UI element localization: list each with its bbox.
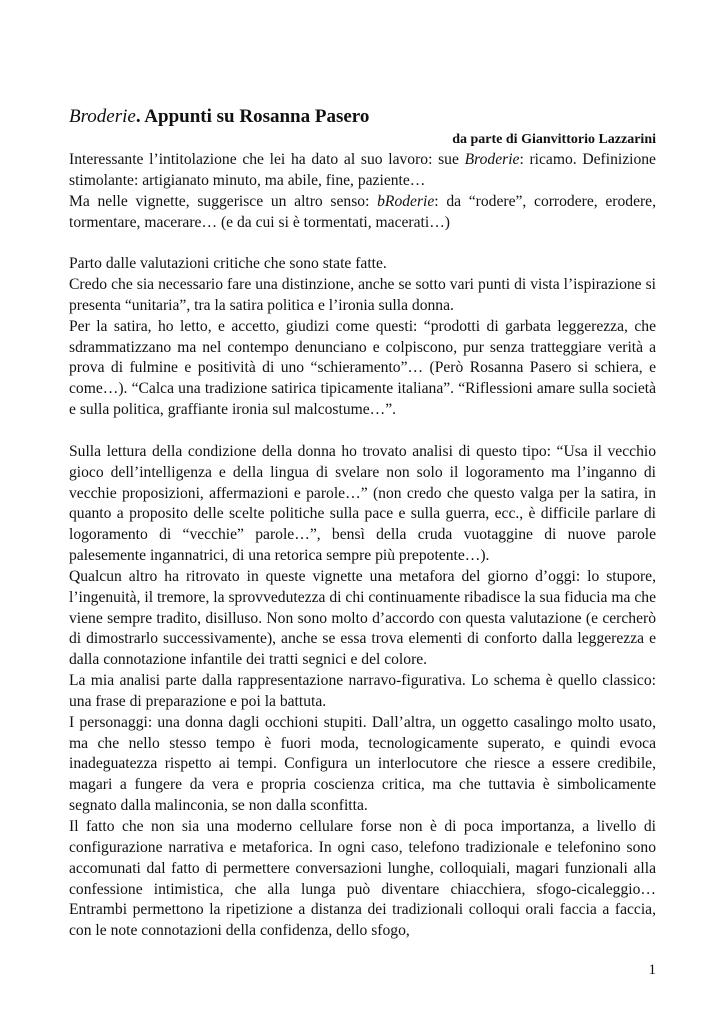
body-paragraph xyxy=(69,275,656,317)
author-line: da parte di Gianvittorio Lazzarini xyxy=(452,132,656,147)
body-paragraph xyxy=(69,713,656,817)
paragraph-text: Qualcun altro ha ritrovato in queste vignette una metafora del giorno d’oggi: lo stupore, l’ingenuità, il tremore, la sprovvedutezza di chi continuamente ribadisce la sua fiducia ma che viene sempre tradito, disilluso. Non sono molto d’accordo con questa valutazione (e cercherò di dimostrarlo successivamente), anche se essa trova elementi di conforto dalla leggerezza e dalla connotazione infantile dei tratti segnici e del colore. xyxy=(69,567,656,669)
italic-text: bRoderie xyxy=(377,192,435,210)
body-paragraph xyxy=(69,817,656,942)
paragraph-text: I personaggi: una donna dagli occhioni stupiti. Dall’altra, un oggetto casalingo molto usato, ma che nello stesso tempo è fuori moda, tecnologicamente superato, e quindi evoca inadeguatezza rispetto ai tempi. Configura un interlocutore che riesce a essere credibile, magari a fungere da vera e propria coscienza critica, ma che tuttavia è simbolicamente segnato dalla malinconia, se non dalla sconfitta. xyxy=(69,713,656,815)
title-italic: Broderie xyxy=(69,106,136,127)
body-paragraph xyxy=(69,442,656,567)
paragraph-text: Parto dalle valutazioni critiche che sono state fatte. xyxy=(69,255,387,273)
paragraph-text: Credo che sia necessario fare una distinzione, anche se sotto vari punti di vista l’ispirazione si presenta “unitaria”, tra la satira politica e l’ironia sulla donna. xyxy=(69,276,656,314)
body-paragraph xyxy=(69,254,656,275)
paragraph-text: Il fatto che non sia una moderno cellulare forse non è di poca importanza, a livello di configurazione narrativa e metaforica. In ogni caso, telefono tradizionale e telefonino sono accomunati dal fatto di permettere conversazioni lunghe, colloquiali, magari funzionali alla confessione intimistica, che alla lunga può diventare chiacchiera, sfogo-cicaleggio… Entrambi permettono la ripetizione a distanza dei tradizionali colloqui orali faccia a faccia, con le note connotazioni della confidenza, dello sfogo, xyxy=(69,818,656,940)
document-page xyxy=(69,104,656,942)
paragraph-text: La mia analisi parte dalla rappresentazione narravo-figurativa. Lo schema è quello classico: una frase di preparazione e poi la battuta. xyxy=(69,672,656,710)
paragraph-text: : da “rodere”, corrodere, erodere, tormentare, macerare… (e da cui si è tormentati, macerati…) xyxy=(69,192,656,231)
paragraph-text: Sulla lettura della condizione della donna ho trovato analisi di questo tipo: “Usa il vecchio gioco dell’intelligenza e della lingua di svelare non solo il logoramento ma l’inganno di vecchie proposizioni, affermazioni e parole…” (non credo che questo valga per la satira, in quanto a proposito delle scelte politiche sulla pace e sulla guerra, ecc., è difficile parlare di logoramento di “vecchie” parole…”, bensì della cruda vuotaggine di nuove parole palesemente ingannatrici, di una retorica sempre più prepotente…). xyxy=(69,442,656,565)
page-number: 1 xyxy=(648,962,656,978)
body-paragraph xyxy=(69,150,656,192)
paragraph-text: Per la satira, ho letto, e accetto, giudizi come questi: “prodotti di garbata leggerezza, che sdrammatizzano ma nel contempo denunciano e colpiscono, pur senza tratteggiare verità a prova di fulmine e positività di uno “schieramento”… (Però Rosanna Pasero si schiera, e come…). “Calca una tradizione satirica tipicamente italiana”. “Riflessioni amare sulla società e sulla politica, graffiante ironia sul malcostume…”. xyxy=(69,317,656,419)
body-paragraph xyxy=(69,192,656,234)
paragraph-spacer xyxy=(69,421,656,442)
paragraph-spacer xyxy=(69,233,656,254)
title-bold: . Appunti su Rosanna Pasero xyxy=(135,106,370,127)
document-title xyxy=(69,104,656,130)
paragraph-text: Ma nelle vignette, suggerisce un altro senso: xyxy=(69,192,378,210)
paragraph-text: : ricamo. Definizione stimolante: artigianato minuto, ma abile, fine, paziente… xyxy=(69,151,656,189)
italic-text: Broderie xyxy=(464,151,520,168)
document-body xyxy=(69,150,656,942)
body-paragraph xyxy=(69,317,656,421)
body-paragraph xyxy=(69,671,656,713)
paragraph-text: Interessante l’intitolazione che lei ha dato al suo lavoro: sue xyxy=(69,151,465,168)
body-paragraph xyxy=(69,567,656,671)
